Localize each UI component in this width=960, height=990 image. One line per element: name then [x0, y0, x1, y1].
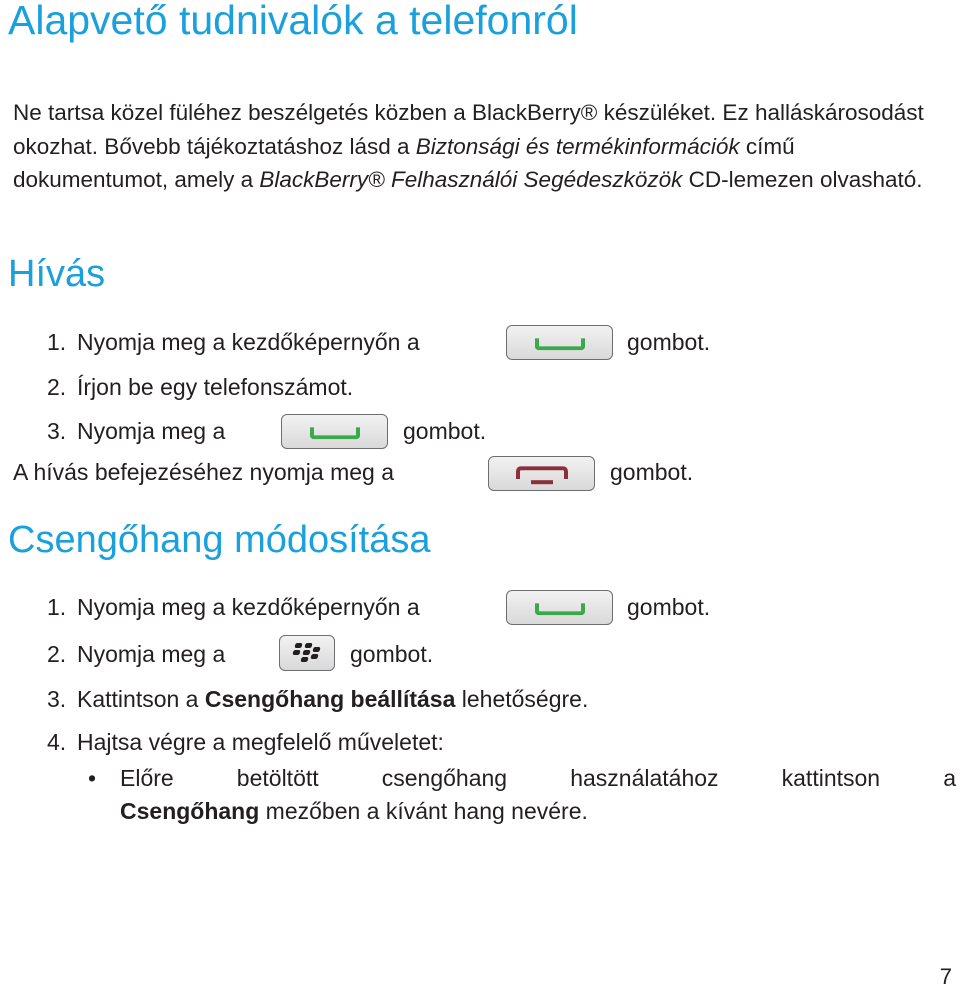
step-number: 2.	[47, 374, 67, 400]
bullet-field-name: Csengőhang	[120, 798, 260, 824]
intro-paragraph	[13, 96, 943, 197]
step-number: 1.	[47, 329, 67, 355]
calling-step-1	[47, 328, 420, 356]
step-text: Nyomja meg a	[77, 641, 226, 667]
ringtone-step-3	[47, 685, 588, 713]
step-number: 2.	[47, 641, 67, 667]
step-suffix: gombot.	[610, 459, 694, 485]
step-text: Hajtsa végre a megfelelő műveletet:	[77, 729, 444, 755]
ringtone-step-2	[47, 640, 225, 668]
blackberry-menu-key-icon	[292, 642, 322, 664]
step-suffix: gombot.	[627, 594, 711, 620]
intro-doc-title: Biztonsági és termékinformációk	[415, 133, 740, 159]
calling-step-3	[47, 417, 225, 445]
page-number: 7	[939, 964, 952, 989]
step-text-post: lehetőségre.	[455, 686, 589, 712]
step-text-pre: Kattintson a	[77, 686, 205, 712]
step-text: Írjon be egy telefonszámot.	[77, 374, 354, 400]
send-key-button[interactable]	[506, 590, 613, 625]
intro-text-1: Ne tartsa közel füléhez beszélgetés közben a BlackBerry® készüléket. Ez halláskárosodást okozhat. Bővebb tájékoztatáshoz lásd a	[13, 100, 924, 159]
step-text: Nyomja meg a	[77, 418, 226, 444]
intro-text-3: CD-lemezen olvasható.	[682, 167, 923, 192]
menu-key-button[interactable]	[279, 635, 335, 671]
calling-step-2	[47, 373, 353, 401]
end-key-button[interactable]	[488, 456, 595, 491]
step-text: Nyomja meg a kezdőképernyőn a	[77, 329, 420, 355]
step-number: 4.	[47, 729, 67, 755]
section-heading-calling: Hívás	[8, 253, 106, 295]
step-suffix: gombot.	[403, 418, 487, 444]
step-number: 3.	[47, 418, 67, 444]
page-title: Alapvető tudnivalók a telefonról	[8, 0, 578, 43]
section-heading-ringtone: Csengőhang módosítása	[8, 519, 431, 561]
bullet-icon: •	[88, 765, 97, 791]
step-suffix: gombot.	[350, 641, 434, 667]
bullet-text-line-2	[120, 795, 588, 828]
end-call-instruction: A hívás befejezéséhez nyomja meg a	[13, 459, 395, 485]
step-option-name: Csengőhang beállítása	[204, 686, 456, 712]
step-suffix: gombot.	[627, 329, 711, 355]
step-number: 3.	[47, 686, 67, 712]
step-text: Nyomja meg a kezdőképernyőn a	[77, 594, 420, 620]
intro-cd-title: BlackBerry® Felhasználói Segédeszközök	[259, 167, 683, 192]
end-key-icon	[516, 466, 568, 479]
send-key-icon	[535, 603, 585, 615]
send-key-button[interactable]	[281, 414, 388, 449]
bullet-text-line-1: Előre betöltött csengőhang használatához kattintson a	[120, 765, 956, 791]
ringtone-step-1	[47, 593, 420, 621]
intro-text-2: című dokumentumot, amely a	[13, 133, 795, 192]
step-number: 1.	[47, 594, 67, 620]
bullet-text-post: mezőben a kívánt hang nevére.	[259, 798, 588, 824]
send-key-button[interactable]	[506, 325, 613, 360]
send-key-icon	[535, 338, 585, 350]
send-key-icon	[310, 427, 360, 439]
ringtone-step-4	[47, 728, 444, 756]
